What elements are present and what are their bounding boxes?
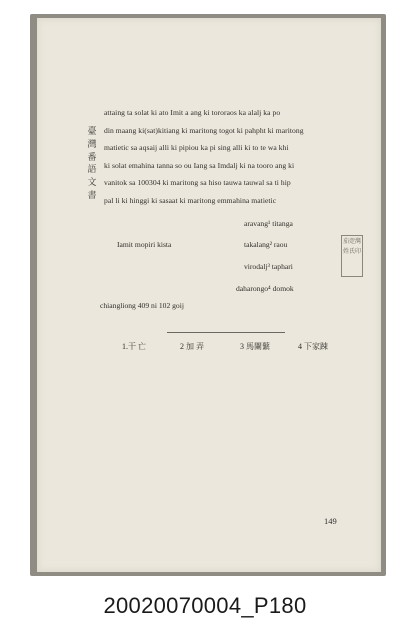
body-line: attaing ta solat ki ato Imit a ang ki tororaos ka alalj ka po <box>104 108 281 117</box>
sidebar-title: 臺灣番語文書 <box>87 127 97 201</box>
name-entry: daharongo⁴ domok <box>236 284 294 293</box>
footnote: 2 加 弄 <box>180 342 204 351</box>
name-entry: aravang¹ titanga <box>244 219 293 228</box>
footnote: 3 馬闌蘩 <box>240 342 270 351</box>
seal-stamp: 茄萣灣姓氏印 <box>341 235 363 277</box>
footnote-divider <box>167 332 285 333</box>
document-page <box>37 18 381 572</box>
image-caption: 20020070004_P180 <box>103 593 307 618</box>
body-text <box>104 104 374 210</box>
name-entry: takalang² raou <box>244 240 288 249</box>
footnote: 4 下家踈 <box>298 342 328 351</box>
signatory: Iamit mopiri kista <box>117 240 172 249</box>
page-number: 149 <box>324 516 337 526</box>
footnote: 1.干 亡 <box>122 342 146 351</box>
date-line: chiangliong 409 ni 102 goij <box>100 301 184 310</box>
body-line: vanitok sa 100304 ki maritong sa hiso tauwa tauwal sa ti hip <box>104 178 291 188</box>
body-line: pal li ki hinggi ki sasaat ki maritong emmahina matietic <box>104 195 277 205</box>
body-line: matietic sa aqsaij alli ki pipiou ka pi sing alli ki to te wa khi <box>104 143 289 153</box>
body-line: din maang ki(sat)kitiang ki maritong togot ki pahpht ki maritong <box>104 125 304 135</box>
body-line: ki solat emahina tanna so ou Iang sa Imdalj ki na tooro ang ki <box>104 160 295 170</box>
name-entry: virodalj³ taphari <box>244 262 293 271</box>
